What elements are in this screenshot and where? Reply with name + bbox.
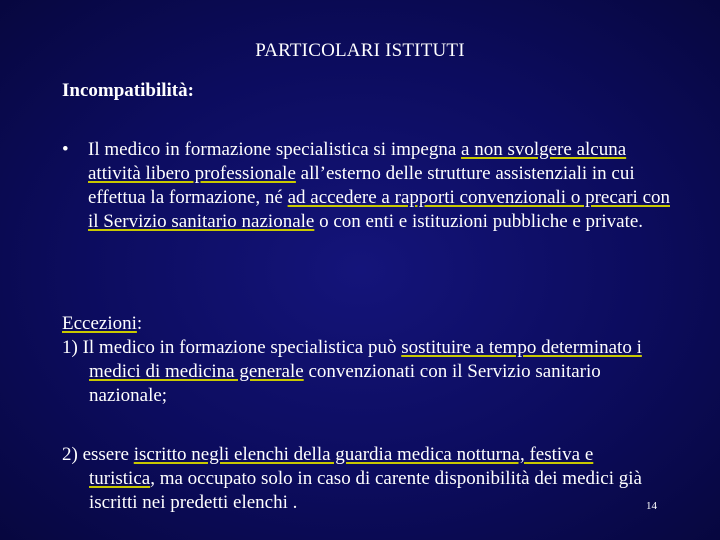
text-run: 1) Il medico in formazione specialistica può [62, 337, 402, 358]
text-run: 2) essere [62, 444, 134, 465]
underlined-text: sostituire a tempo determinato i medici di medicina generale [89, 337, 642, 382]
section-heading-incompatibilita: Incompatibilità: [62, 80, 194, 101]
bullet-icon: • [62, 139, 69, 160]
bullet-paragraph [62, 138, 672, 234]
exceptions-label: Eccezioni [62, 313, 137, 334]
exceptions-heading [62, 312, 682, 336]
underlined-text: a non svolgere alcuna attività libero professionale [88, 139, 627, 184]
bullet-text [88, 138, 672, 234]
exception-item-2-block [62, 443, 662, 515]
exceptions-colon: : [136, 313, 143, 334]
text-run: , ma occupato solo in caso di carente disponibilità dei medici già iscritti nei predetti elenchi . [89, 468, 642, 513]
page-number: 14 [646, 500, 657, 512]
text-run: o con enti e istituzioni pubbliche e private. [314, 211, 644, 232]
exception-item-2 [62, 443, 662, 515]
underlined-text: ad accedere a rapporti convenzionali o precari con il Servizio sanitario nazionale [88, 187, 670, 232]
slide-title: PARTICOLARI ISTITUTI [255, 40, 465, 61]
exceptions-section [62, 312, 682, 408]
underlined-text: iscritto negli elenchi della guardia medica notturna, festiva e turistica [89, 444, 594, 489]
text-run: convenzionati con il Servizio sanitario nazionale; [89, 361, 601, 406]
text-run: Il medico in formazione specialistica si impegna [88, 139, 462, 160]
exception-item-1 [62, 336, 682, 408]
text-run: all’esterno delle strutture assistenziali in cui effettua la formazione, né [88, 163, 635, 208]
